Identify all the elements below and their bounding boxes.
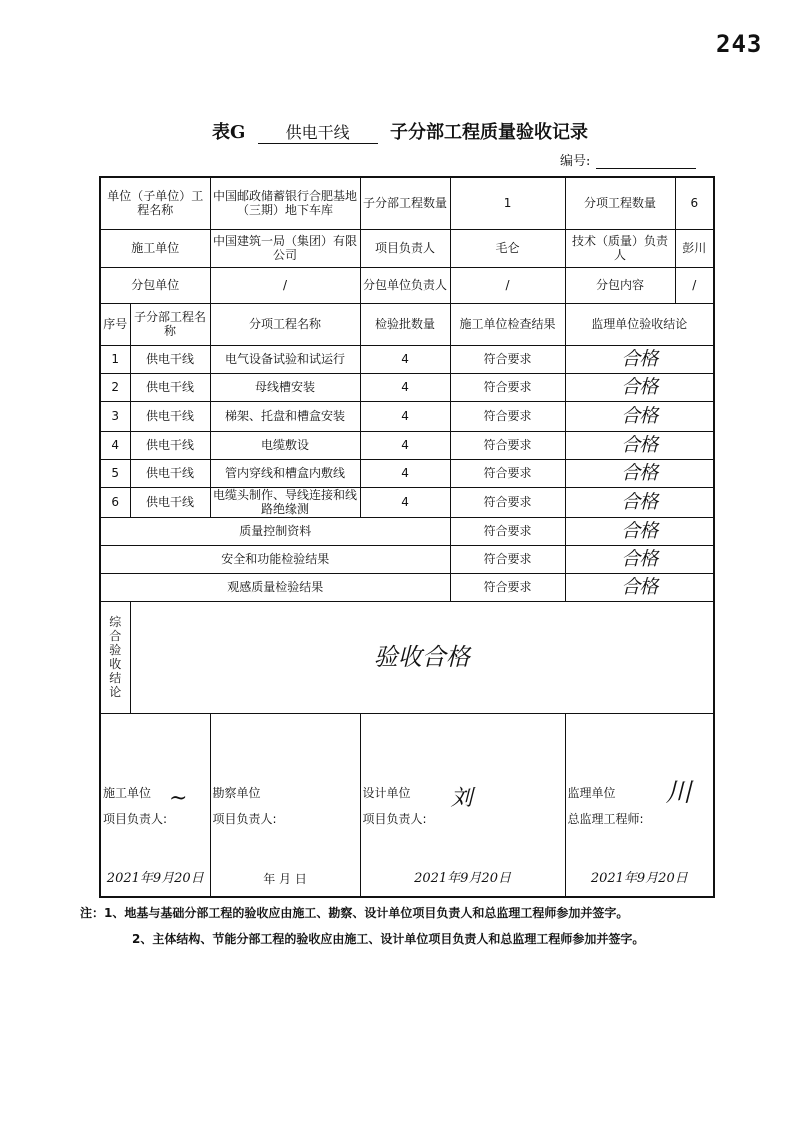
col-no: 序号 <box>100 303 130 345</box>
serial-number <box>560 150 696 169</box>
item-count-label: 分项工程数量 <box>565 177 675 229</box>
signature-mark: 川 <box>665 777 692 808</box>
signature-mark: 刘 <box>450 785 473 811</box>
row-no: 2 <box>100 373 130 401</box>
overall-label <box>100 601 130 713</box>
row-no: 5 <box>100 459 130 487</box>
summary-label: 质量控制资料 <box>100 517 450 545</box>
row-conclusion: 合格 <box>565 401 714 431</box>
row-item: 电缆头制作、导线连接和线路绝缘测 <box>210 487 360 517</box>
unit-value: 中国邮政储蓄银行合肥基地（三期）地下车库 <box>210 177 360 229</box>
overall-conclusion: 验收合格 <box>130 601 714 713</box>
sub-value: / <box>210 267 360 303</box>
title-prefix: 表G <box>212 122 246 143</box>
acceptance-table <box>99 176 715 898</box>
pm-value: 毛仑 <box>450 229 565 267</box>
header-row-contractor <box>100 229 714 267</box>
signature-row <box>100 713 714 897</box>
signature-role: 项目负责人: <box>362 811 427 826</box>
signature-cell <box>100 713 210 897</box>
tech-value: 彭川 <box>675 229 714 267</box>
signature-role: 项目负责人: <box>212 811 277 826</box>
row-qty: 4 <box>360 401 450 431</box>
signature-unit: 设计单位 <box>362 785 411 800</box>
row-conclusion: 合格 <box>565 487 714 517</box>
contractor-label: 施工单位 <box>100 229 210 267</box>
header-row-unit <box>100 177 714 229</box>
row-item: 梯架、托盘和槽盒安装 <box>210 401 360 431</box>
signature-cell <box>565 713 714 897</box>
title-name: 供电干线 <box>258 120 378 144</box>
row-item: 管内穿线和槽盒内敷线 <box>210 459 360 487</box>
tech-label: 技术（质量）负责人 <box>565 229 675 267</box>
summary-conclusion: 合格 <box>565 573 714 601</box>
summary-result: 符合要求 <box>450 545 565 573</box>
row-no: 3 <box>100 401 130 431</box>
signature-date: 2021年9月20日 <box>106 870 204 886</box>
sub-content-label: 分包内容 <box>565 267 675 303</box>
signature-role: 总监理工程师: <box>567 811 644 826</box>
row-result: 符合要求 <box>450 487 565 517</box>
row-item: 母线槽安装 <box>210 373 360 401</box>
row-item: 电气设备试验和试运行 <box>210 345 360 373</box>
summary-row <box>100 517 714 545</box>
row-sub: 供电干线 <box>130 487 210 517</box>
row-qty: 4 <box>360 373 450 401</box>
col-conclusion: 监理单位验收结论 <box>565 303 714 345</box>
row-qty: 4 <box>360 431 450 459</box>
row-sub: 供电干线 <box>130 459 210 487</box>
page-number: 243 <box>716 30 763 58</box>
summary-result: 符合要求 <box>450 573 565 601</box>
row-sub: 供电干线 <box>130 373 210 401</box>
summary-row <box>100 573 714 601</box>
table-row <box>100 373 714 401</box>
signature-cell <box>210 713 360 897</box>
signature-role: 项目负责人: <box>103 811 168 826</box>
column-header-row <box>100 303 714 345</box>
row-result: 符合要求 <box>450 373 565 401</box>
summary-label: 观感质量检验结果 <box>100 573 450 601</box>
summary-row <box>100 545 714 573</box>
table-row <box>100 431 714 459</box>
row-result: 符合要求 <box>450 345 565 373</box>
summary-label: 安全和功能检验结果 <box>100 545 450 573</box>
contractor-value: 中国建筑一局（集团）有限公司 <box>210 229 360 267</box>
signature-date: 2021年9月20日 <box>414 870 511 886</box>
table-row <box>100 487 714 517</box>
overall-label-text: 综合验收结论 <box>109 615 122 699</box>
row-result: 符合要求 <box>450 401 565 431</box>
summary-result: 符合要求 <box>450 517 565 545</box>
row-sub: 供电干线 <box>130 431 210 459</box>
sub-count-value: 1 <box>450 177 565 229</box>
signature-unit: 施工单位 <box>103 785 152 800</box>
col-result: 施工单位检查结果 <box>450 303 565 345</box>
row-result: 符合要求 <box>450 431 565 459</box>
table-row <box>100 401 714 431</box>
summary-conclusion: 合格 <box>565 517 714 545</box>
title-suffix: 子分部工程质量验收记录 <box>389 122 588 143</box>
row-conclusion: 合格 <box>565 459 714 487</box>
sub-content-value: / <box>675 267 714 303</box>
row-qty: 4 <box>360 459 450 487</box>
row-conclusion: 合格 <box>565 373 714 401</box>
signature-mark: ~ <box>169 785 188 811</box>
sub-label: 分包单位 <box>100 267 210 303</box>
col-item: 分项工程名称 <box>210 303 360 345</box>
row-item: 电缆敷设 <box>210 431 360 459</box>
serial-label: 编号: <box>560 154 591 169</box>
signature-unit: 勘察单位 <box>212 785 261 800</box>
row-no: 6 <box>100 487 130 517</box>
col-sub: 子分部工程名称 <box>130 303 210 345</box>
overall-row <box>100 601 714 713</box>
signature-date: 年 月 日 <box>263 871 307 886</box>
note-1: 注：1、地基与基础分部工程的验收应由施工、勘察、设计单位项目负责人和总监理工程师参加并签字。 <box>80 906 629 920</box>
row-sub: 供电干线 <box>130 345 210 373</box>
row-result: 符合要求 <box>450 459 565 487</box>
unit-label: 单位（子单位）工程名称 <box>100 177 210 229</box>
signature-unit: 监理单位 <box>567 785 616 800</box>
sub-count-label: 子分部工程数量 <box>360 177 450 229</box>
row-conclusion: 合格 <box>565 345 714 373</box>
sub-pm-value: / <box>450 267 565 303</box>
form-title <box>0 118 800 144</box>
header-row-subcontractor <box>100 267 714 303</box>
table-row <box>100 459 714 487</box>
sub-pm-label: 分包单位负责人 <box>360 267 450 303</box>
row-conclusion: 合格 <box>565 431 714 459</box>
col-qty: 检验批数量 <box>360 303 450 345</box>
row-qty: 4 <box>360 487 450 517</box>
row-no: 4 <box>100 431 130 459</box>
pm-label: 项目负责人 <box>360 229 450 267</box>
signature-cell <box>360 713 565 897</box>
row-qty: 4 <box>360 345 450 373</box>
table-row <box>100 345 714 373</box>
signature-date: 2021年9月20日 <box>590 870 688 886</box>
serial-blank <box>596 154 696 169</box>
row-sub: 供电干线 <box>130 401 210 431</box>
item-count-value: 6 <box>675 177 714 229</box>
note-2: 2、主体结构、节能分部工程的验收应由施工、设计单位项目负责人和总监理工程师参加并签字。 <box>132 932 645 946</box>
summary-conclusion: 合格 <box>565 545 714 573</box>
row-no: 1 <box>100 345 130 373</box>
